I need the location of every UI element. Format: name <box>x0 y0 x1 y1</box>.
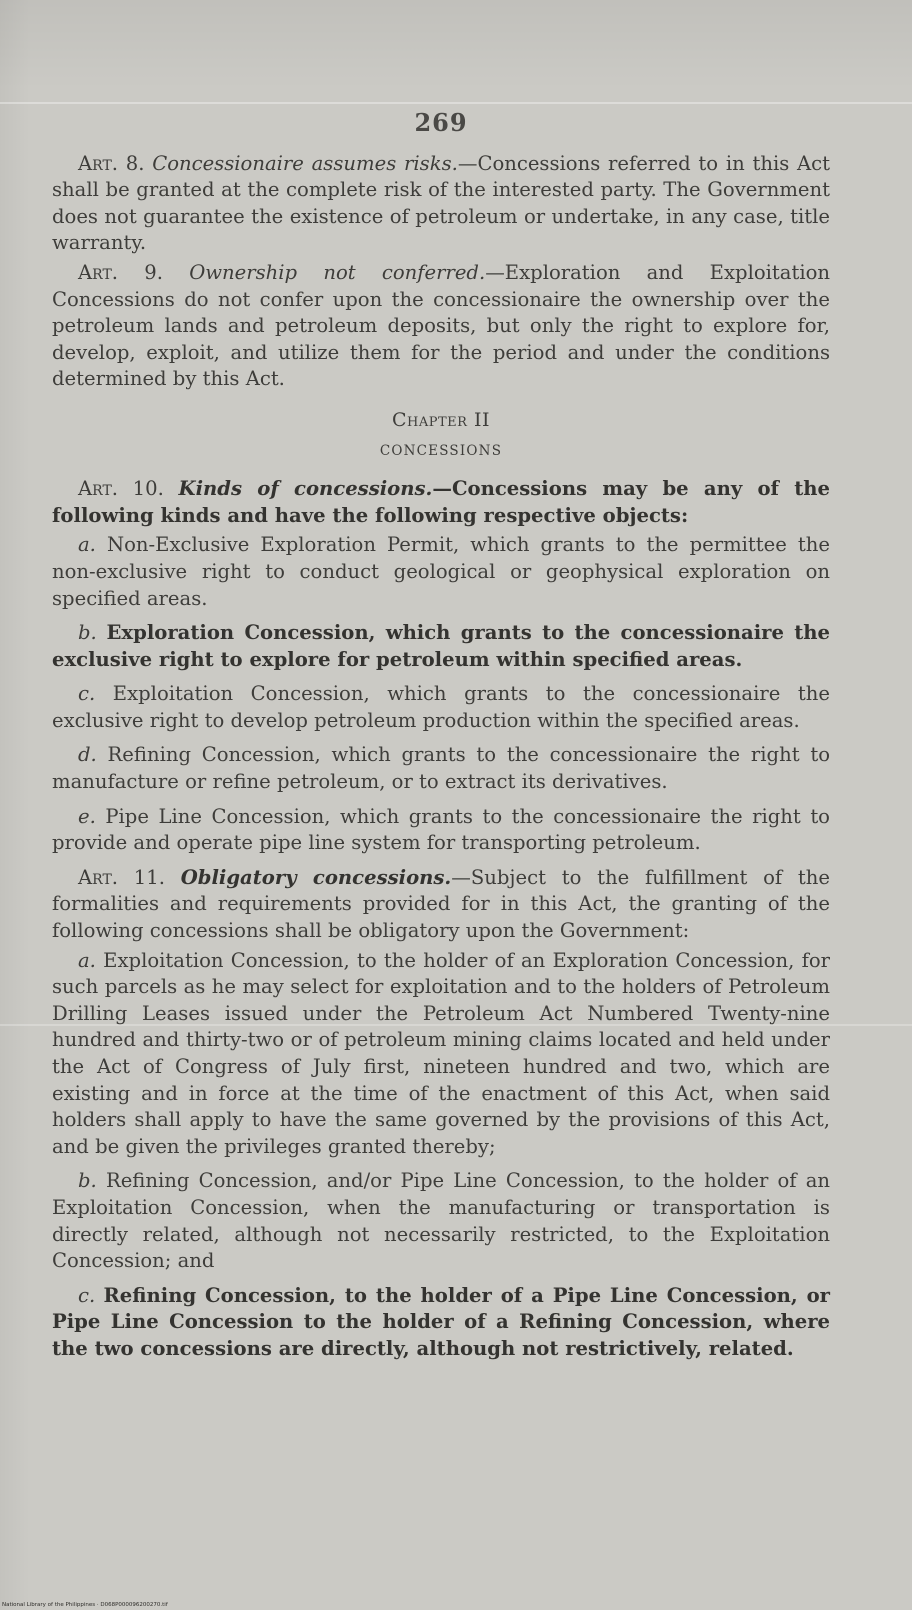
item-text: Non-Exclusive Exploration Permit, which grants to the permittee the non-exclusive right to conduct geological or geophysical exploration on specified areas. <box>52 533 830 610</box>
article-11-item-b <box>52 1168 830 1274</box>
article-10-item-e <box>52 804 830 857</box>
page-number: 269 <box>414 108 468 137</box>
document-body <box>52 100 830 1371</box>
article-title: Concessionaire assumes risks. <box>152 151 458 175</box>
chapter-subheading: CONCESSIONS <box>379 442 503 459</box>
item-text: Refining Concession, and/or Pipe Line Concession, to the holder of an Exploitation Concession, when the manufacturing or transportation is directly related, although not necessarily restricted, to the Exploitation Concession; and <box>52 1169 830 1273</box>
article-8 <box>52 151 830 257</box>
item-text: Exploration Concession, which grants to the concessionaire the exclusive right to explore for petroleum within specified areas. <box>52 621 831 671</box>
article-label: Art. 10. <box>78 477 164 501</box>
chapter-heading: Chapter II <box>391 408 490 431</box>
article-title: Ownership not conferred. <box>189 260 486 284</box>
article-10-item-c <box>52 681 830 734</box>
scan-credit: National Library of the Philippines · D068P000096200270.tif <box>2 1602 168 1608</box>
article-9 <box>52 260 830 393</box>
item-letter: e. <box>78 804 96 828</box>
item-letter: b. <box>78 621 97 645</box>
article-title: Obligatory concessions. <box>180 865 452 889</box>
article-10-item-d <box>52 742 830 795</box>
article-10-item-a <box>52 532 830 612</box>
item-text: Refining Concession, to the holder of a Pipe Line Concession, or Pipe Line Concession to the holder of a Refining Concession, where the two concessions are directly, although not restrictively, related. <box>52 1283 830 1360</box>
item-letter: c. <box>78 1283 96 1307</box>
article-11-item-c <box>52 1283 830 1363</box>
article-11 <box>52 865 830 945</box>
article-10-item-b <box>52 620 830 673</box>
article-text: —Concessions may be any of the following kinds and have the following respective objects: <box>52 477 830 527</box>
article-label: Art. 9. <box>78 260 163 284</box>
item-letter: a. <box>78 533 96 557</box>
article-11-item-a <box>52 948 830 1161</box>
article-10 <box>52 476 830 529</box>
item-letter: a. <box>78 948 96 972</box>
item-text: Refining Concession, which grants to the concessionaire the right to manufacture or refine petroleum, or to extract its derivatives. <box>52 743 830 794</box>
article-title: Kinds of concessions. <box>178 477 433 501</box>
item-text: Exploitation Concession, which grants to the concessionaire the exclusive right to develop petroleum production within the specified areas. <box>52 682 830 732</box>
article-text: —Subject to the fulfillment of the formalities and requirements provided for in this Act, the granting of the following concessions shall be obligatory upon the Government: <box>52 865 831 943</box>
article-text: —Concessions referred to in this Act shall be granted at the complete risk of the interested party. The Government does not guarantee the existence of petroleum or undertake, in any case, title warranty. <box>52 151 831 255</box>
item-letter: c. <box>78 682 96 706</box>
item-text: Pipe Line Concession, which grants to the concessionaire the right to provide and operate pipe line system for transporting petroleum. <box>52 804 830 855</box>
item-text: Exploitation Concession, to the holder of an Exploration Concession, for such parcels as he may select for exploitation and to the holders of Petroleum Drilling Leases issued under the Petroleum Act Numbered Twenty-nine hundred and thirty-two or of petroleum mining claims located and held under the Act of Congress of July first, nineteen hundred and two, which are existing and in force at the time of the enactment of this Act, when said holders shall apply to have the same governed by the provisions of this Act, and be given the privileges granted thereby; <box>52 948 830 1158</box>
article-label: Art. 8. <box>78 151 145 175</box>
item-letter: b. <box>78 1169 97 1193</box>
article-label: Art. 11. <box>78 865 165 889</box>
article-text: —Exploration and Exploitation Concessions do not confer upon the concessionaire the ownership over the petroleum lands and petroleum deposits, but only the right to explore for, develop, exploit, and utilize them for the period and under the conditions determined by this Act. <box>52 260 831 391</box>
item-letter: d. <box>78 743 97 767</box>
